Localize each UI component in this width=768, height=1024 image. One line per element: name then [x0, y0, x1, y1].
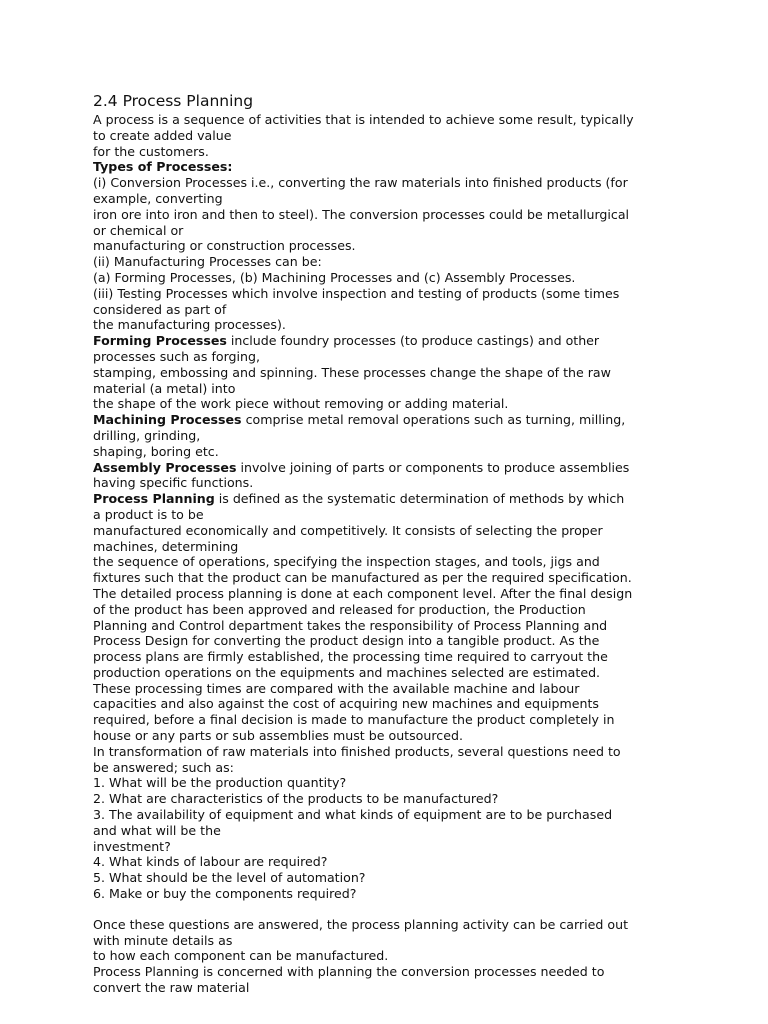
text-line: be answered; such as: — [93, 759, 234, 775]
text-line: In transformation of raw materials into finished products, several questions need to — [93, 743, 621, 759]
text-line: considered as part of — [93, 301, 227, 317]
text-line: shaping, boring etc. — [93, 443, 219, 459]
text-line: for the customers. — [93, 143, 209, 159]
machining-term: Machining Processes — [93, 412, 242, 428]
machining-line — [93, 412, 683, 428]
text-line: stamping, embossing and spinning. These processes change the shape of the raw — [93, 364, 611, 380]
text-line: manufacturing or construction processes. — [93, 238, 356, 254]
text-line: Process Planning is concerned with planning the conversion processes needed to — [93, 964, 605, 980]
text-line: A process is a sequence of activities that is intended to achieve some result, typically — [93, 112, 634, 127]
text-line: processes such as forging, — [93, 348, 261, 364]
machining-text: comprise metal removal operations such as turning, milling, — [241, 412, 626, 428]
forming-text: include foundry processes (to produce castings) and other — [226, 333, 600, 349]
forming-term: Forming Processes — [93, 333, 227, 349]
text-line: with minute details as — [93, 932, 233, 948]
text-line: Planning and Control department takes the responsibility of Process Planning and — [93, 617, 608, 633]
text-line: capacities and also against the cost of acquiring new machines and equipments — [93, 696, 599, 712]
list-item: 6. Make or buy the components required? — [93, 886, 357, 902]
planning-term: Process Planning — [93, 491, 215, 507]
text-line: (i) Conversion Processes i.e., converting the raw materials into finished products (for — [93, 175, 628, 191]
section-title: 2.4 Process Planning — [93, 92, 254, 110]
text-line: drilling, grinding, — [93, 427, 201, 443]
text-line: or chemical or — [93, 222, 184, 238]
planning-text: is defined as the systematic determination of methods by which — [214, 491, 625, 507]
text-line: The detailed process planning is done at each component level. After the final design — [93, 585, 633, 601]
text-line: the sequence of operations, specifying the inspection stages, and tools, jigs and — [93, 554, 600, 570]
planning-line — [93, 491, 683, 507]
paragraph-gap — [93, 902, 683, 917]
text-line: example, converting — [93, 190, 223, 206]
text-line: investment? — [93, 838, 171, 854]
text-line: (ii) Manufacturing Processes can be: — [93, 254, 322, 270]
text-line: required, before a final decision is made to manufacture the product completely in — [93, 712, 615, 728]
text-line: convert the raw material — [93, 980, 250, 996]
text-line: to create added value — [93, 127, 232, 143]
document-page — [93, 91, 683, 996]
text-line: of the product has been approved and released for production, the Production — [93, 601, 586, 617]
text-line: having specific functions. — [93, 475, 254, 491]
text-line: These processing times are compared with the available machine and labour — [93, 680, 580, 696]
forming-line — [93, 333, 683, 349]
text-line: the manufacturing processes). — [93, 317, 286, 333]
text-line: house or any parts or sub assemblies must be outsourced. — [93, 728, 463, 744]
text-line: fixtures such that the product can be manufactured as per the required specification. — [93, 570, 632, 586]
text-line: (iii) Testing Processes which involve inspection and testing of products (some times — [93, 285, 620, 301]
list-item: 4. What kinds of labour are required? — [93, 854, 328, 870]
text-line: a product is to be — [93, 506, 204, 522]
list-item: 2. What are characteristics of the products to be manufactured? — [93, 791, 499, 807]
text-line: Once these questions are answered, the process planning activity can be carried out — [93, 916, 629, 932]
text-line: machines, determining — [93, 538, 239, 554]
text-line: material (a metal) into — [93, 380, 236, 396]
assembly-text: involve joining of parts or components to produce assemblies — [236, 459, 630, 475]
text-line: to how each component can be manufactured. — [93, 948, 389, 964]
text-line: and what will be the — [93, 822, 221, 838]
list-item: 3. The availability of equipment and what kinds of equipment are to be purchased — [93, 807, 613, 823]
list-item: 1. What will be the production quantity? — [93, 775, 347, 791]
list-item: 5. What should be the level of automation? — [93, 870, 366, 886]
text-line: iron ore into iron and then to steel). The conversion processes could be metallurgical — [93, 206, 630, 222]
assembly-term: Assembly Processes — [93, 459, 237, 475]
types-heading-label: Types of Processes: — [93, 159, 233, 175]
text-line: process plans are firmly established, the processing time required to carryout the — [93, 649, 608, 665]
text-line: Process Design for converting the product design into a tangible product. As the — [93, 633, 600, 649]
text-line: manufactured economically and competitively. It consists of selecting the proper — [93, 522, 603, 538]
text-line: (a) Forming Processes, (b) Machining Processes and (c) Assembly Processes. — [93, 269, 576, 285]
text-line: production operations on the equipments and machines selected are estimated. — [93, 664, 601, 680]
types-heading — [93, 159, 683, 175]
text-line: the shape of the work piece without removing or adding material. — [93, 396, 509, 412]
assembly-line — [93, 460, 683, 476]
